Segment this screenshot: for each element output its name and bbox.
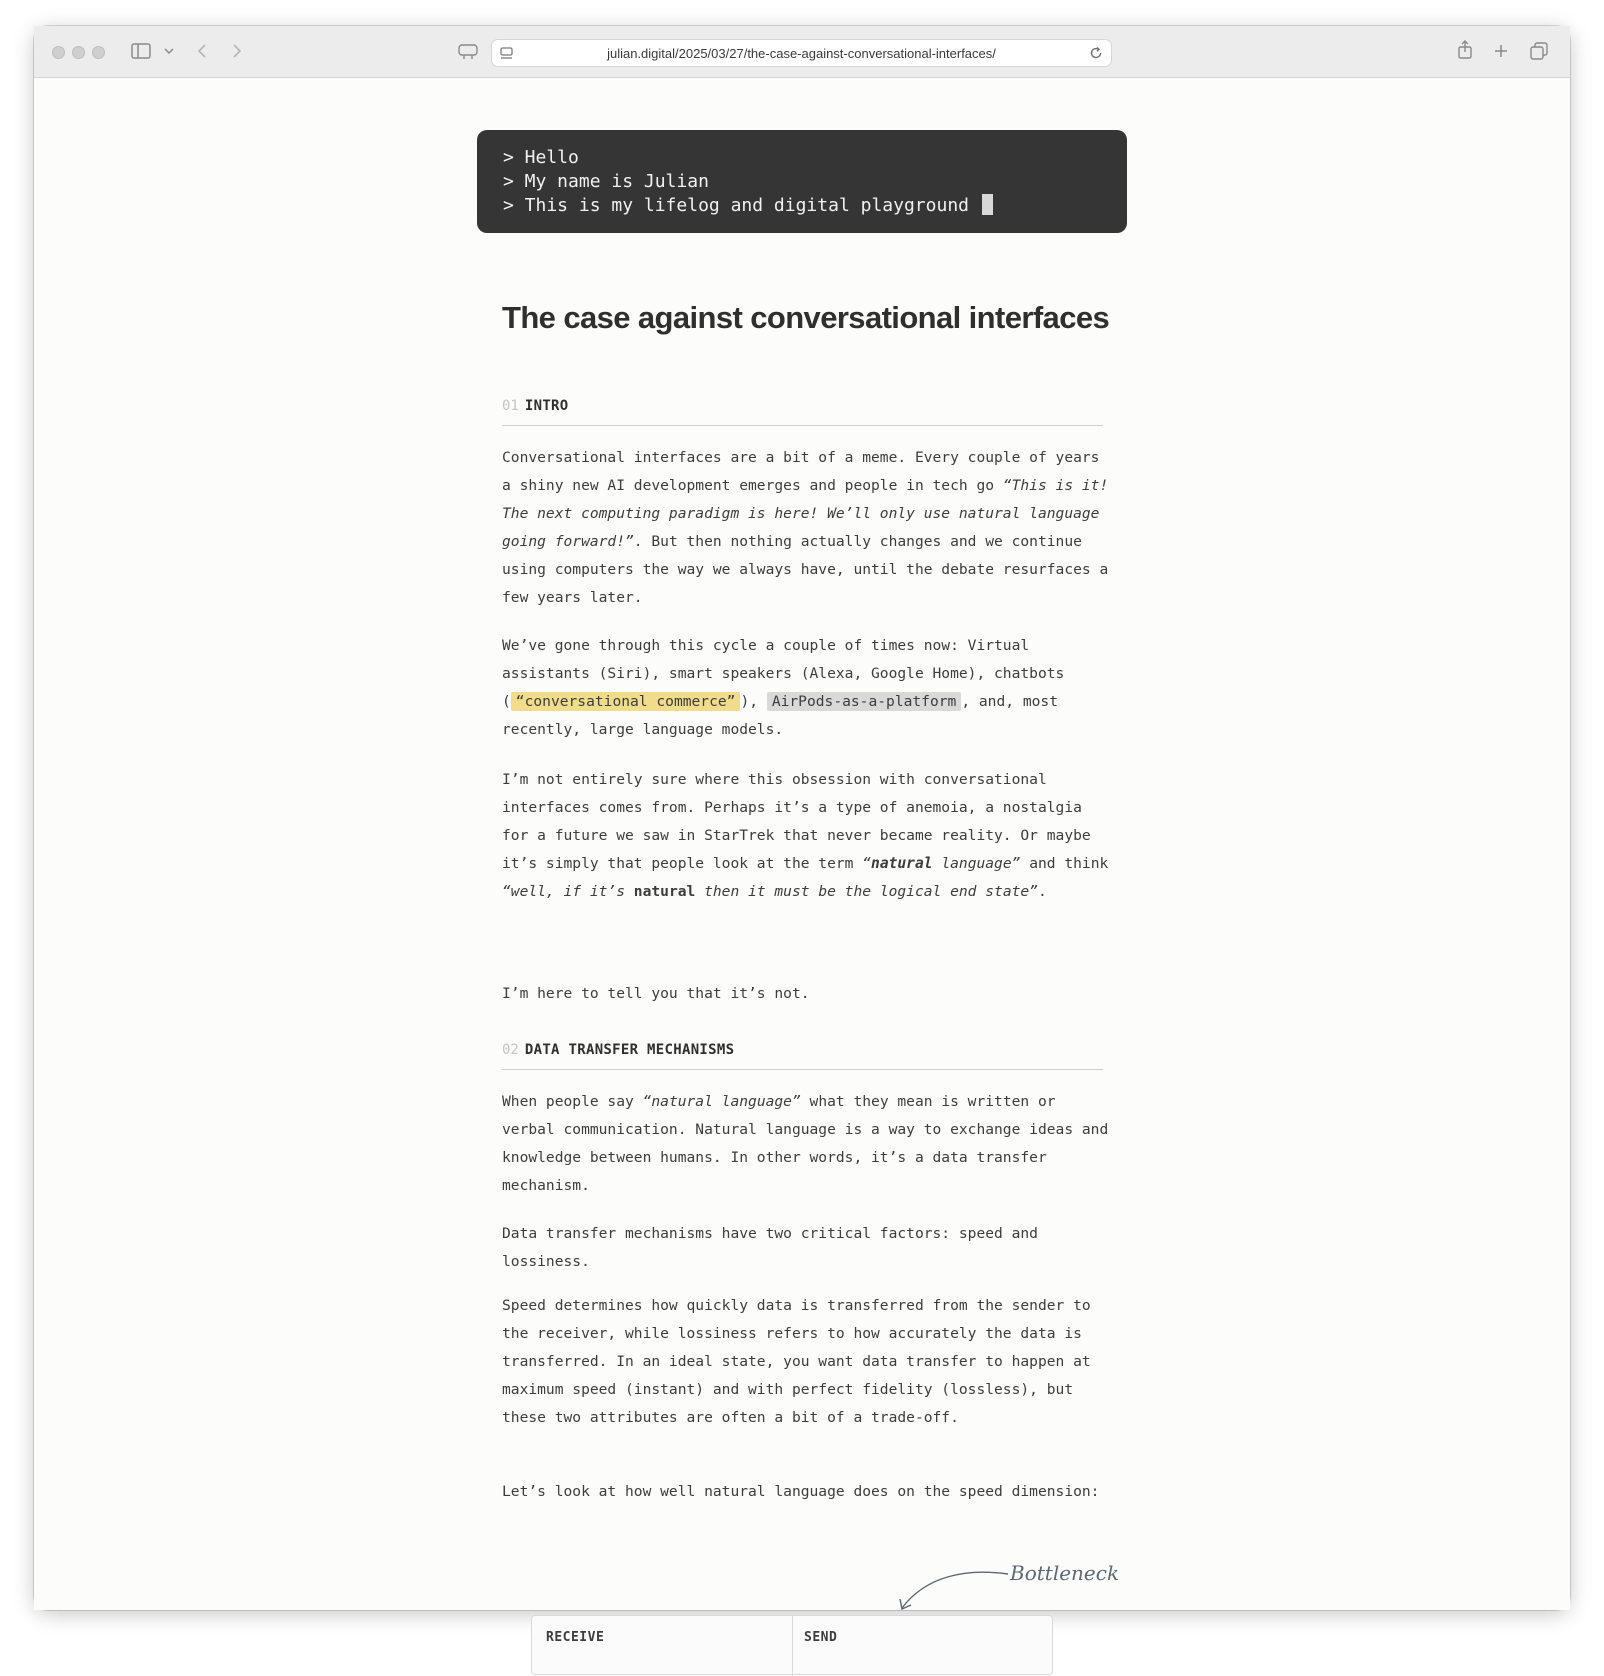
- terminal-line: > Hello: [503, 147, 579, 168]
- send-column-label: SEND: [804, 1630, 838, 1645]
- terminal-line: > My name is Julian: [503, 171, 709, 192]
- share-icon[interactable]: [1457, 40, 1473, 60]
- section-number: 01: [502, 398, 519, 414]
- url-text: julian.digital/2025/03/27/the-case-against-conversational-interfaces/: [607, 46, 996, 61]
- article-title: The case against conversational interfaces: [502, 300, 1110, 335]
- paragraph: Data transfer mechanisms have two critical factors: speed and lossiness.: [502, 1225, 1038, 1270]
- paragraph: I’m not entirely sure where this obsession with conversational interfaces comes from. Perhaps it’s a type of anemoia, a nostalgia for a future we saw in StarTrek that never became reality. Or maybe it’s simply that people look at the term “natural language” and think “well, if it’s natural then it must be the logical end state”.: [502, 771, 1109, 900]
- browser-toolbar: [34, 26, 1570, 78]
- back-icon[interactable]: [197, 43, 207, 59]
- section-number: 02: [502, 1042, 519, 1058]
- conversational-commerce-link[interactable]: “conversational commerce”: [511, 692, 741, 711]
- reload-icon[interactable]: [1089, 46, 1103, 60]
- annotation-arrow-icon: [896, 1566, 1014, 1616]
- receive-column-label: RECEIVE: [546, 1630, 605, 1645]
- paragraph: We’ve gone through this cycle a couple of times now: Virtual assistants (Siri), smart speakers (Alexa, Google Home), chatbots ( “conversational commerce” ), AirPods-as-a-platform , and, most recently, large language models.: [502, 637, 1065, 738]
- terminal-cursor: [982, 194, 993, 215]
- page-content: [34, 78, 1570, 1645]
- paragraph: Conversational interfaces are a bit of a meme. Every couple of years a shiny new AI development emerges and people in tech go “This is it! The next computing paradigm is here! We’ll only use natural language going forward!”. But then nothing actually changes and we continue using computers the way we always have, until the debate resurfaces a few years later.: [502, 449, 1109, 606]
- section-title: DATA TRANSFER MECHANISMS: [524, 1042, 735, 1058]
- speed-diagram: [531, 1615, 1053, 1675]
- column-divider: [792, 1616, 793, 1676]
- terminal-line: > This is my lifelog and digital playground: [503, 194, 1101, 218]
- new-tab-icon[interactable]: [1494, 44, 1508, 58]
- translate-icon[interactable]: [458, 44, 478, 60]
- section-heading-data-transfer: [502, 1042, 1103, 1070]
- paragraph: When people say “natural language” what they mean is written or verbal communication. Natural language is a way to exchange ideas and knowledge between humans. In other words, it’s a data transfer mechanism.: [502, 1093, 1109, 1194]
- sidebar-toggle-icon[interactable]: [131, 43, 151, 59]
- minimize-window-button[interactable]: [72, 46, 85, 59]
- terminal-banner: [477, 130, 1127, 233]
- chevron-down-icon[interactable]: [164, 48, 174, 55]
- paragraph: I’m here to tell you that it’s not.: [502, 985, 810, 1002]
- paragraph: Let’s look at how well natural language does on the speed dimension:: [502, 1483, 1100, 1500]
- airpods-platform-link[interactable]: AirPods-as-a-platform: [767, 692, 962, 711]
- close-window-button[interactable]: [52, 46, 65, 59]
- zoom-window-button[interactable]: [92, 46, 105, 59]
- section-heading-intro: [502, 398, 1103, 426]
- address-bar[interactable]: [491, 39, 1112, 67]
- section-title: INTRO: [524, 398, 569, 414]
- tab-overview-icon[interactable]: [1530, 42, 1548, 60]
- paragraph: Speed determines how quickly data is transferred from the sender to the receiver, while lossiness refers to how accurately the data is transferred. In an ideal state, you want data transfer to happen at maximum speed (instant) and with perfect fidelity (lossless), but these two attributes are often a bit of a trade-off.: [502, 1297, 1091, 1426]
- forward-icon[interactable]: [232, 43, 242, 59]
- bottleneck-annotation: Bottleneck: [1010, 1561, 1120, 1585]
- browser-window: [34, 26, 1570, 1645]
